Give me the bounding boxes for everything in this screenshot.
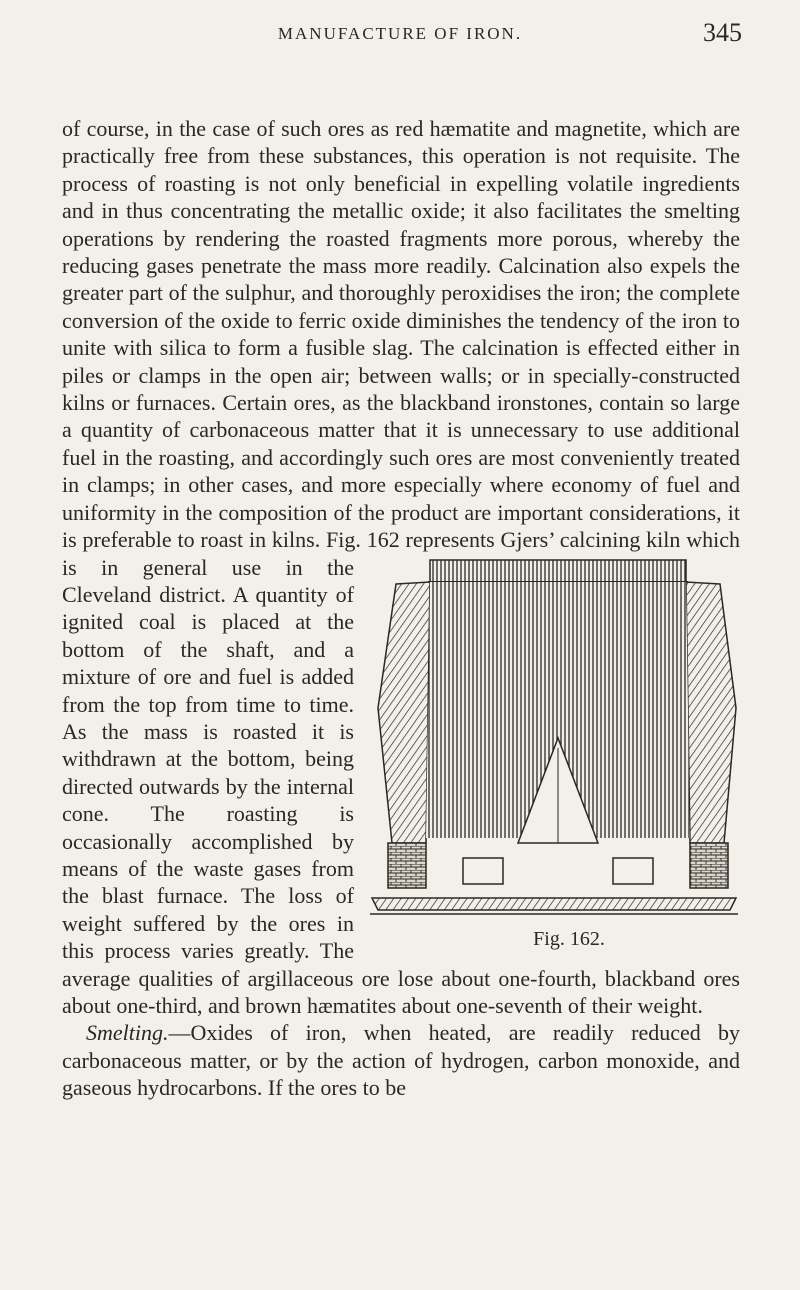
figure-caption: Fig. 162. [533,927,605,950]
paragraph-1 [62,115,740,1019]
paragraph-1-text-a: of course, in the case of such ores as red hæmatite and magnetite, which are practically free from these substances, this operation is not requisite. The process of roasting is not only beneficial in expelling volatile ingredients and in thus concentrating the metallic oxide; it also facilitates the smelting operations by rendering the roasted fragments more porous, whereby the reducing gases penetrate the mass more readily. Calcination also expels the greater part of the sulphur, and thoroughly peroxidises the iron; the complete conversion of the oxide to ferric oxide diminishes the tendency of the iron to unite with silica to form a fusible slag. The calcination is effected either in piles or clamps in the open air; between walls; or in specially-constructed kilns or furnaces. Certain ores, as the blackband ironstones, contain so large a quantity of carbonaceous matter that it is unnecessary to use additional fuel in the roasting, and accordingly such ores are most conveniently treated in clamps; in other cases, and more especially where economy of fuel and uniformity in the composition of the product are important considerations, it is preferable to roast in kilns. Fig. 162 represents Gjers’ [62,116,740,553]
running-head: MANUFACTURE OF IRON. [277,24,523,43]
calcining-kiln-illustration [368,558,740,926]
paragraph-2-heading: Smelting. [86,1020,169,1046]
page-number: 345 [703,18,742,47]
page-header [0,14,800,54]
figure-162 [368,558,740,953]
paragraph-2-text: —Oxides of iron, when heated, are readily reduced by carbonaceous matter, or by the action of hydrogen, carbon monoxide, and gaseous hydrocarbons. If the ores to be [62,1020,740,1101]
paragraph-1-text-b: calcining kiln which is in general use in the Cleveland district. A quantity of ignited coal is placed at the bottom of the shaft, and a mixture of ore and fuel is added from the top from time to time. As the mass is roasted it is withdrawn at the bottom, being directed outwards by the internal cone. The roasting is occasionally accomplished by means of the waste gases from the blast furnace. The loss of weight suffered by the ores in this process varies greatly. The average qualities of argillaceous ore lose about one-fourth, blackband ores about one-third, and brown hæmatites about one-seventh of their weight. [62,527,740,1018]
paragraph-2 [62,1019,740,1101]
body-text [62,115,740,1102]
